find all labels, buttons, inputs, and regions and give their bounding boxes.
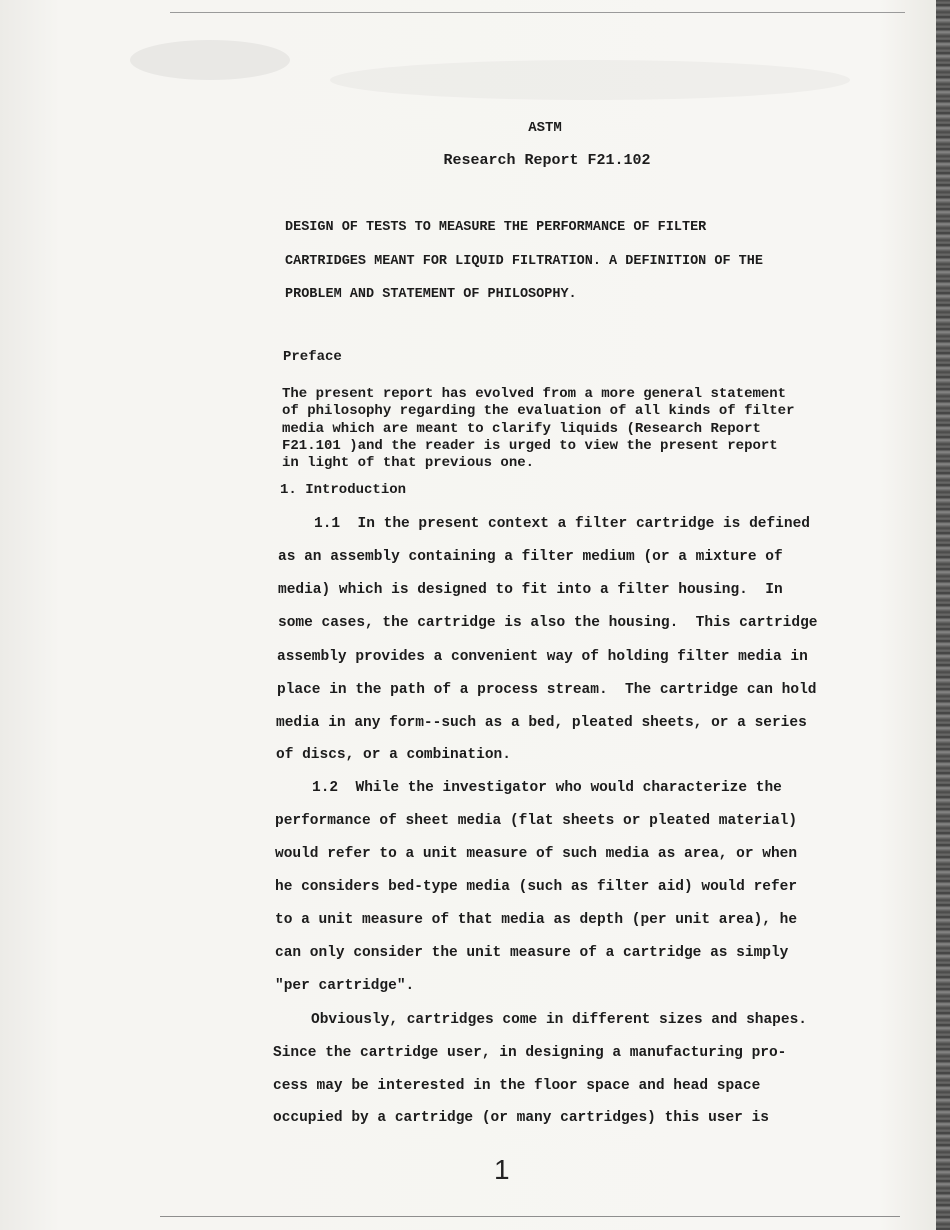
body-line: of discs, or a combination. bbox=[276, 747, 511, 763]
page-number: 1 bbox=[494, 1154, 510, 1185]
scan-edge bbox=[936, 0, 950, 1230]
body-line: place in the path of a process stream. The cartridge can hold bbox=[277, 682, 817, 698]
body-line: to a unit measure of that media as depth (per unit area), he bbox=[275, 912, 798, 928]
body-line: can only consider the unit measure of a cartridge as simply bbox=[275, 945, 789, 961]
title-line: PROBLEM AND STATEMENT OF PHILOSOPHY. bbox=[285, 287, 577, 302]
preface-text: The present report has evolved from a more general statement of philosophy regarding the evaluation of all kinds of filter media which are meant to clarify liquids (Research Report F21.101 )and the reader is urged to view the present report in light of that previous one. bbox=[282, 386, 795, 472]
title-line: CARTRIDGES MEANT FOR LIQUID FILTRATION. A DEFINITION OF THE bbox=[285, 254, 763, 269]
top-rule bbox=[170, 12, 905, 13]
body-line: media in any form--such as a bed, pleated sheets, or a series bbox=[276, 715, 807, 731]
body-line: some cases, the cartridge is also the housing. This cartridge bbox=[278, 615, 818, 631]
body-line: as an assembly containing a filter medium (or a mixture of bbox=[278, 549, 783, 565]
body-line: he considers bed-type media (such as filter aid) would refer bbox=[275, 879, 798, 895]
body-line: Obviously, cartridges come in different sizes and shapes. bbox=[311, 1012, 807, 1028]
body-line: "per cartridge". bbox=[275, 978, 415, 994]
body-line: Since the cartridge user, in designing a manufacturing pro- bbox=[273, 1045, 787, 1061]
scan-smudge bbox=[330, 60, 850, 100]
bottom-rule bbox=[160, 1216, 900, 1217]
report-org: ASTM bbox=[528, 120, 562, 136]
body-line: occupied by a cartridge (or many cartridges) this user is bbox=[273, 1110, 769, 1126]
body-line: 1.1 In the present context a filter cartridge is defined bbox=[314, 516, 810, 532]
title-line: DESIGN OF TESTS TO MEASURE THE PERFORMANCE OF FILTER bbox=[285, 220, 707, 235]
preface-heading: Preface bbox=[283, 349, 342, 365]
section-heading: 1. Introduction bbox=[280, 482, 407, 498]
body-line: assembly provides a convenient way of holding filter media in bbox=[277, 649, 808, 665]
body-line: cess may be interested in the floor space and head space bbox=[273, 1078, 761, 1094]
body-line: media) which is designed to fit into a filter housing. In bbox=[278, 582, 783, 598]
body-line: would refer to a unit measure of such media as area, or when bbox=[275, 846, 798, 862]
scan-smudge bbox=[130, 40, 290, 80]
body-line: performance of sheet media (flat sheets or pleated material) bbox=[275, 813, 798, 829]
report-number: Research Report F21.102 bbox=[443, 152, 651, 169]
body-line: 1.2 While the investigator who would characterize the bbox=[312, 780, 782, 796]
